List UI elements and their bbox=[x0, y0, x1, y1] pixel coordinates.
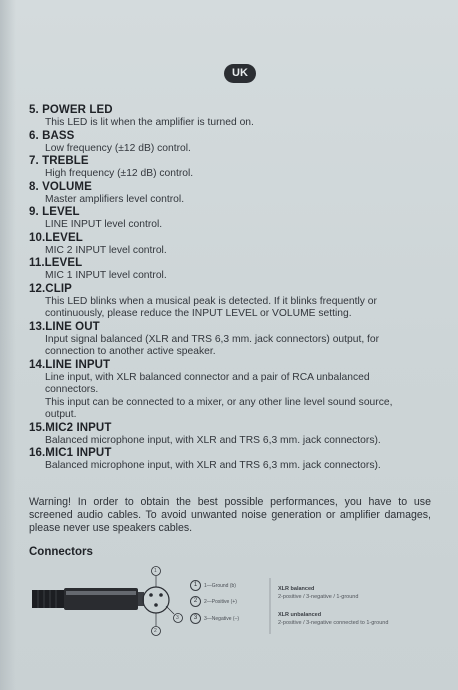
legend-title: XLR balanced bbox=[278, 586, 315, 592]
pin-label: 2—Positive (+) bbox=[204, 599, 237, 605]
list-item bbox=[29, 181, 429, 207]
list-item bbox=[29, 104, 429, 130]
plug-pin-number: 2 bbox=[154, 628, 157, 634]
list-item bbox=[29, 447, 429, 473]
pin-number-badge: 1 bbox=[190, 580, 201, 591]
plug-pin-number: 3 bbox=[176, 615, 179, 621]
item-description: This LED is lit when the amplifier is turned on. bbox=[45, 117, 254, 128]
item-description: continuously, please reduce the INPUT LEVEL or VOLUME setting. bbox=[45, 308, 352, 319]
legend-description: 2-positive / 3-negative / 1-ground bbox=[278, 594, 359, 600]
pin-label: 3—Negative (–) bbox=[204, 616, 240, 622]
item-description: Master amplifiers level control. bbox=[45, 193, 185, 205]
list-item bbox=[29, 359, 429, 422]
control-list bbox=[29, 104, 429, 473]
item-title: 16.MIC1 INPUT bbox=[29, 447, 112, 459]
item-description: This LED blinks when a musical peak is detected. If it blinks frequently or bbox=[45, 295, 377, 307]
plug-pin-number: 1 bbox=[154, 568, 157, 574]
legend-description: 2-positive / 3-negative connected to 1-ground bbox=[278, 620, 389, 626]
item-title: 15.MIC2 INPUT bbox=[29, 421, 112, 434]
list-item bbox=[29, 422, 429, 448]
pin-number-badge: 2 bbox=[190, 596, 201, 607]
connector-diagram bbox=[28, 562, 448, 672]
item-description: connection to another active speaker. bbox=[45, 346, 216, 357]
item-description: MIC 1 INPUT level control. bbox=[45, 270, 167, 281]
item-description: Low frequency (±12 dB) control. bbox=[45, 142, 191, 154]
item-title: 6. BASS bbox=[29, 129, 75, 142]
list-item bbox=[29, 130, 429, 156]
item-description: Line input, with XLR balanced connector and a pair of RCA unbalanced bbox=[45, 371, 370, 383]
item-description: connectors. bbox=[45, 384, 99, 395]
item-description: LINE INPUT level control. bbox=[45, 219, 163, 230]
pin-label: 1—Ground (b) bbox=[204, 583, 236, 589]
pin-number-badge: 3 bbox=[190, 613, 201, 624]
cable-icon bbox=[32, 590, 64, 608]
item-description: Balanced microphone input, with XLR and TRS 6,3 mm. jack connectors). bbox=[45, 434, 381, 446]
language-badge: UK bbox=[224, 64, 256, 83]
plug-face-icon bbox=[143, 587, 169, 613]
item-title: 14.LINE INPUT bbox=[29, 358, 111, 371]
item-description: output. bbox=[45, 409, 77, 420]
item-title: 13.LINE OUT bbox=[29, 320, 100, 333]
item-description: This input can be connected to a mixer, or any other line level sound source, bbox=[45, 396, 393, 408]
item-title: 12.CLIP bbox=[29, 282, 72, 295]
list-item bbox=[29, 257, 429, 283]
item-title: 9. LEVEL bbox=[29, 206, 80, 218]
item-title: 10.LEVEL bbox=[29, 231, 83, 244]
legend-title: XLR unbalanced bbox=[278, 612, 322, 618]
item-title: 8. VOLUME bbox=[29, 180, 92, 193]
list-item bbox=[29, 155, 429, 181]
connectors-heading: Connectors bbox=[29, 546, 93, 558]
list-item bbox=[29, 206, 429, 232]
item-description: High frequency (±12 dB) control. bbox=[45, 168, 194, 179]
item-description: Balanced microphone input, with XLR and TRS 6,3 mm. jack connectors). bbox=[45, 460, 381, 471]
list-item bbox=[29, 321, 429, 359]
list-item bbox=[29, 232, 429, 258]
item-title: 5. POWER LED bbox=[29, 104, 113, 116]
list-item bbox=[29, 283, 429, 321]
item-description: Input signal balanced (XLR and TRS 6,3 mm. jack connectors) output, for bbox=[45, 333, 380, 345]
item-title: 11.LEVEL bbox=[29, 257, 83, 269]
item-title: 7. TREBLE bbox=[29, 155, 89, 167]
warning-paragraph: Warning! In order to obtain the best possible performances, you have to use screened audio cables. To avoid unwanted noise generation or amplifier damages, please never use speakers cables. bbox=[29, 496, 431, 534]
item-description: MIC 2 INPUT level control. bbox=[45, 244, 167, 256]
